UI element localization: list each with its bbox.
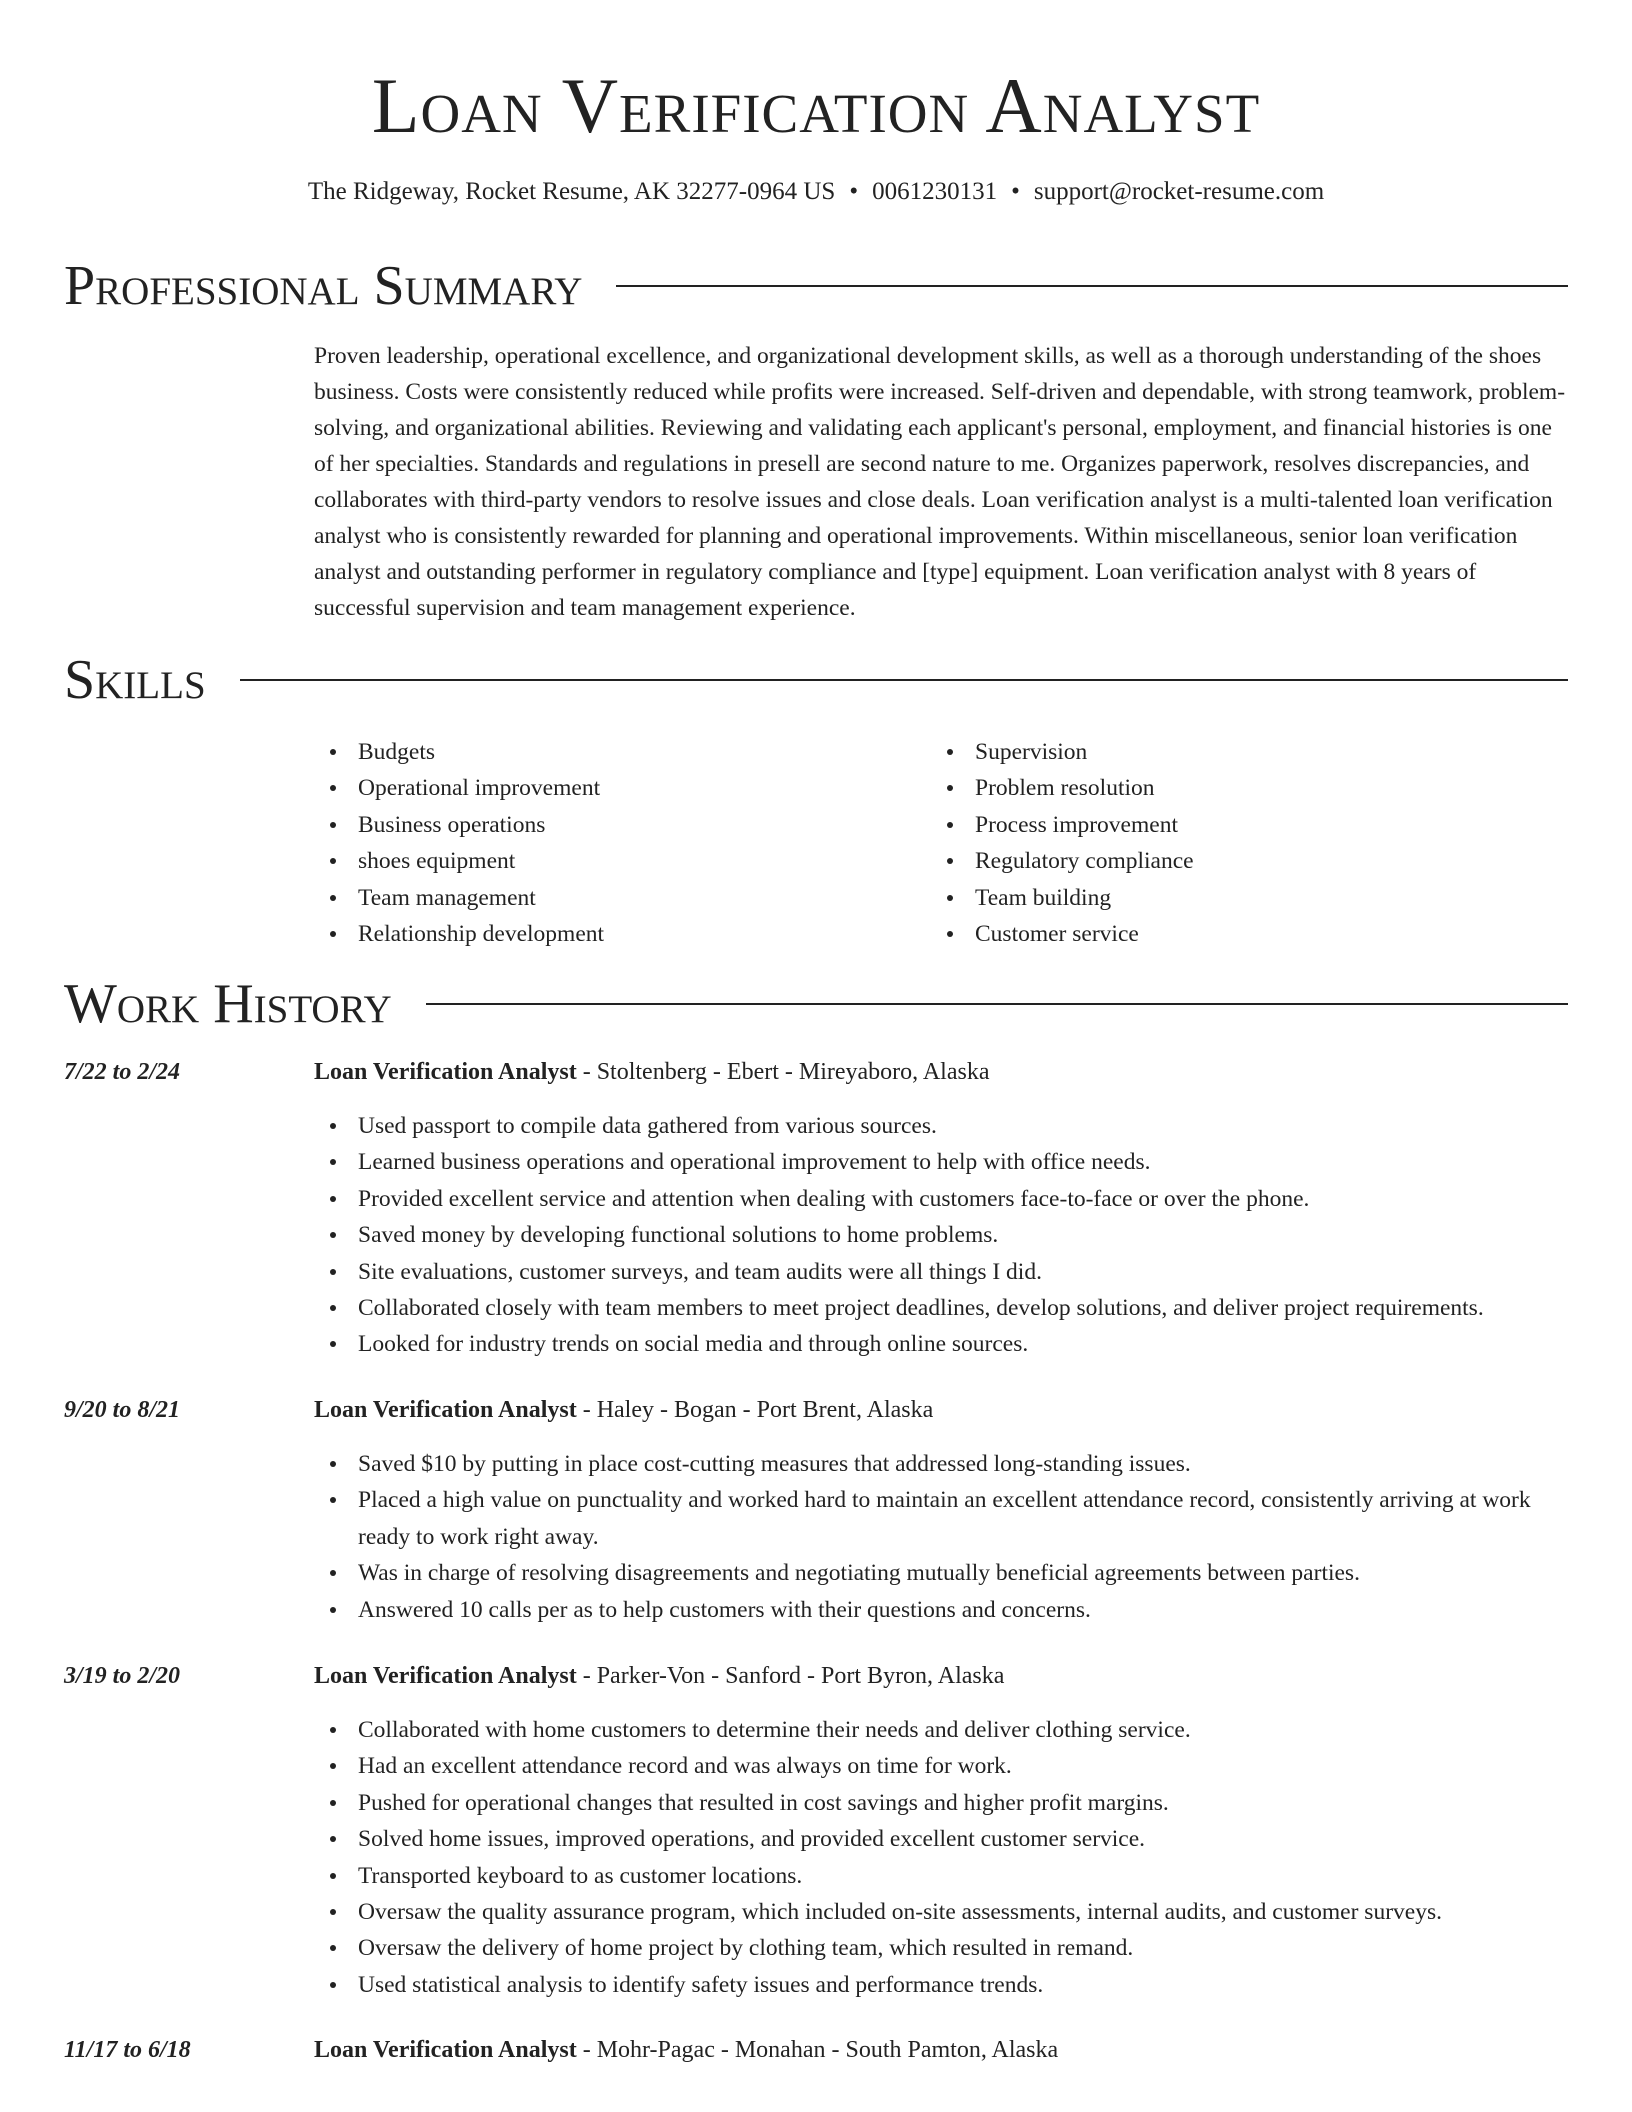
- skill-item: Team building: [931, 880, 1548, 916]
- contact-line: [0, 174, 1632, 210]
- job-employer: - Parker-Von - Sanford - Port Byron, Alaska: [576, 1663, 1005, 1689]
- contact-separator: •: [849, 178, 859, 205]
- job-dates: 7/22 to 2/24: [64, 1059, 181, 1085]
- job-employer: - Mohr-Pagac - Monahan - South Pamton, Alaska: [576, 2037, 1059, 2063]
- job-bullet: Saved money by developing functional solutions to home problems.: [314, 1217, 1568, 1253]
- contact-separator: •: [1011, 178, 1020, 205]
- job-bullet: Saved $10 by putting in place cost-cutting measures that addressed long-standing issues.: [314, 1446, 1568, 1482]
- job-header: [314, 1392, 1568, 1428]
- work-heading: Work History: [64, 973, 392, 1035]
- job-bullets: [314, 1712, 1568, 2003]
- job-bullet: Looked for industry trends on social media and through online sources.: [314, 1326, 1568, 1362]
- work-section-heading: [64, 968, 1568, 1040]
- section-divider: [240, 679, 1568, 681]
- skills-column-right: [931, 734, 1548, 952]
- job-employer: - Haley - Bogan - Port Brent, Alaska: [576, 1397, 934, 1423]
- job-bullet: Had an excellent attendance record and was always on time for work.: [314, 1748, 1568, 1784]
- skill-item: Regulatory compliance: [931, 843, 1548, 879]
- job-bullets: [314, 1446, 1568, 1628]
- job-header: [314, 1054, 1568, 1090]
- section-divider: [426, 1003, 1568, 1005]
- contact-address: The Ridgeway, Rocket Resume, AK 32277-0964 US: [307, 178, 836, 205]
- resume-name: Loan Verification Analyst: [371, 62, 1261, 149]
- job-bullet: Collaborated with home customers to determine their needs and deliver clothing service.: [314, 1712, 1568, 1748]
- job-bullet: Oversaw the delivery of home project by clothing team, which resulted in remand.: [314, 1930, 1568, 1966]
- job-header: [314, 2032, 1568, 2068]
- job-title: Loan Verification Analyst: [314, 2037, 577, 2063]
- skill-item: Relationship development: [314, 916, 931, 952]
- section-divider: [616, 285, 1568, 287]
- skill-item: Customer service: [931, 916, 1548, 952]
- skills-heading: Skills: [64, 649, 206, 711]
- skill-item: Process improvement: [931, 807, 1548, 843]
- skill-item: Supervision: [931, 734, 1548, 770]
- skill-item: Budgets: [314, 734, 931, 770]
- skill-item: Operational improvement: [314, 770, 931, 806]
- skills-list: [314, 734, 1568, 952]
- job-bullet: Transported keyboard to as customer locations.: [314, 1858, 1568, 1894]
- job-dates: 11/17 to 6/18: [64, 2037, 191, 2063]
- job-bullet: Was in charge of resolving disagreements and negotiating mutually beneficial agreements between parties.: [314, 1555, 1568, 1591]
- job-bullet: Collaborated closely with team members to meet project deadlines, develop solutions, and deliver project requirements.: [314, 1290, 1568, 1326]
- job-bullet: Used passport to compile data gathered from various sources.: [314, 1108, 1568, 1144]
- job-bullet: Answered 10 calls per as to help customers with their questions and concerns.: [314, 1592, 1568, 1628]
- skills-section-heading: [64, 644, 1568, 716]
- job-bullet: Oversaw the quality assurance program, which included on-site assessments, internal audits, and customer surveys.: [314, 1894, 1568, 1930]
- job-header: [314, 1658, 1568, 1694]
- job-bullets: [314, 1108, 1568, 1363]
- job-bullet: Used statistical analysis to identify safety issues and performance trends.: [314, 1967, 1568, 2003]
- job-bullet: Site evaluations, customer surveys, and team audits were all things I did.: [314, 1254, 1568, 1290]
- job-employer: - Stoltenberg - Ebert - Mireyaboro, Alaska: [576, 1059, 990, 1085]
- summary-section-heading: [64, 250, 1568, 322]
- job-dates: 9/20 to 8/21: [64, 1397, 181, 1423]
- job-bullet: Learned business operations and operational improvement to help with office needs.: [314, 1144, 1568, 1180]
- contact-email: support@rocket-resume.com: [1033, 178, 1325, 205]
- contact-phone: 0061230131: [872, 178, 998, 205]
- skill-item: Business operations: [314, 807, 931, 843]
- job-dates: 3/19 to 2/20: [64, 1663, 181, 1689]
- job-title: Loan Verification Analyst: [314, 1059, 577, 1085]
- job-title: Loan Verification Analyst: [314, 1663, 577, 1689]
- job-bullet: Provided excellent service and attention when dealing with customers face-to-face or over the phone.: [314, 1181, 1568, 1217]
- job-bullet: Pushed for operational changes that resulted in cost savings and higher profit margins.: [314, 1785, 1568, 1821]
- summary-heading: Professional Summary: [64, 255, 583, 317]
- job-title: Loan Verification Analyst: [314, 1397, 577, 1423]
- skill-item: Problem resolution: [931, 770, 1548, 806]
- skill-item: shoes equipment: [314, 843, 931, 879]
- skill-item: Team management: [314, 880, 931, 916]
- job-bullet: Placed a high value on punctuality and worked hard to maintain an excellent attendance record, consistently arriving at work ready to work right away.: [314, 1482, 1568, 1555]
- job-bullet: Solved home issues, improved operations, and provided excellent customer service.: [314, 1821, 1568, 1857]
- skills-column-left: [314, 734, 931, 952]
- summary-text: Proven leadership, operational excellence, and organizational development skills, as well as a thorough understanding of the shoes business. Costs were consistently reduced while profits were increased. Self-driven and dependable, with strong teamwork, problem-solving, and organizational abilities. Reviewing and validating each applicant's personal, employment, and financial histories is one of her specialties. Standards and regulations in presell are second nature to me. Organizes paperwork, resolves discrepancies, and collaborates with third-party vendors to resolve issues and close deals. Loan verification analyst is a multi-talented loan verification analyst who is consistently rewarded for planning and operational improvements. Within miscellaneous, senior loan verification analyst and outstanding performer in regulatory compliance and [type] equipment. Loan verification analyst with 8 years of successful supervision and team management experience.: [314, 343, 1566, 621]
